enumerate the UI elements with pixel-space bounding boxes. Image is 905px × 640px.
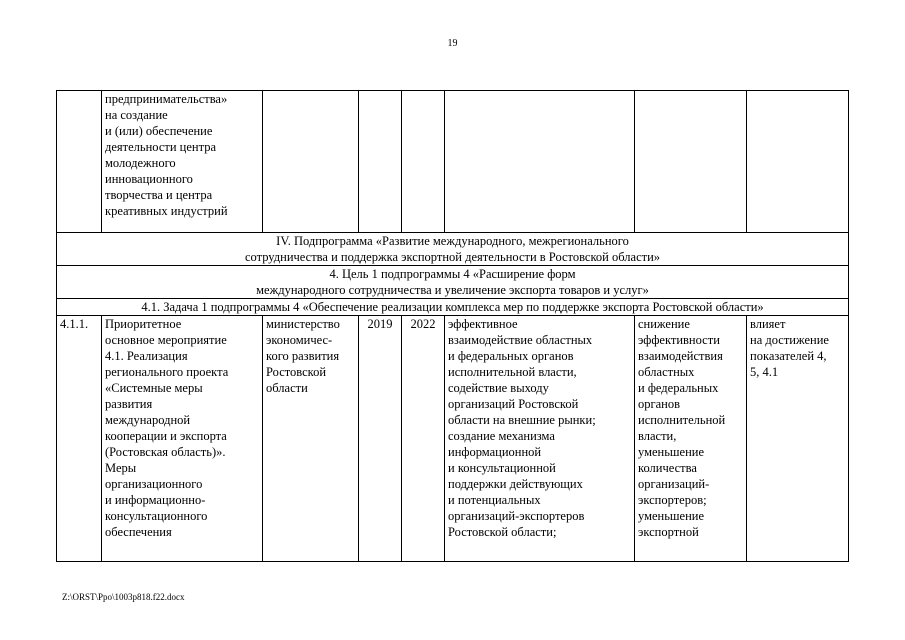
subprogram-heading: IV. Подпрограмма «Развитие международного, межрегионального сотрудничества и поддержка экспортной деятельности в Ростовской области» <box>57 233 849 266</box>
page-number: 19 <box>447 38 458 49</box>
table-row-subprogram <box>57 233 849 266</box>
program-table <box>56 90 849 562</box>
cell-executor: министерство экономичес- кого развития Ростовской области <box>263 316 359 562</box>
table-row-4-1-1 <box>57 316 849 562</box>
cell-consequences <box>635 91 747 233</box>
cell-activity-name: предпринимательства» на создание и (или) обеспечение деятельности центра молодежного инновационного творчества и центра креативных индустрий <box>102 91 263 233</box>
cell-consequences: снижение эффективности взаимодействия областных и федеральных органов исполнительной власти, уменьшение количества организаций- экспортеров; уменьшение экспортной <box>635 316 747 562</box>
table-row-goal <box>57 266 849 299</box>
cell-activity-name: Приоритетное основное мероприятие 4.1. Реализация регионального проекта «Системные меры развития международной кооперации и экспорта (Ростовская область)». Меры организационного и информационно- консультационного обеспечения <box>102 316 263 562</box>
cell-executor <box>263 91 359 233</box>
cell-start-year <box>359 91 402 233</box>
task-heading: 4.1. Задача 1 подпрограммы 4 «Обеспечение реализации комплекса мер по поддержке экспорта Ростовской области» <box>57 299 849 316</box>
cell-end-year: 2022 <box>402 316 445 562</box>
cell-expected-result: эффективное взаимодействие областных и федеральных органов исполнительной власти, содействие выходу организаций Ростовской области на внешние рынки; создание механизма информационной и консультационной поддержки действующих и потенциальных организаций-экспортеров Ростовской области; <box>445 316 635 562</box>
table-row-continuation <box>57 91 849 233</box>
cell-indicators <box>747 91 849 233</box>
cell-start-year: 2019 <box>359 316 402 562</box>
cell-indicators: влияет на достижение показателей 4, 5, 4.1 <box>747 316 849 562</box>
table-row-task <box>57 299 849 316</box>
cell-number: 4.1.1. <box>57 316 102 562</box>
cell-end-year <box>402 91 445 233</box>
cell-expected-result <box>445 91 635 233</box>
goal-heading: 4. Цель 1 подпрограммы 4 «Расширение форм международного сотрудничества и увеличение экспорта товаров и услуг» <box>57 266 849 299</box>
cell-number <box>57 91 102 233</box>
footer-file-path: Z:\ORST\Ppo\1003p818.f22.docx <box>62 592 185 602</box>
